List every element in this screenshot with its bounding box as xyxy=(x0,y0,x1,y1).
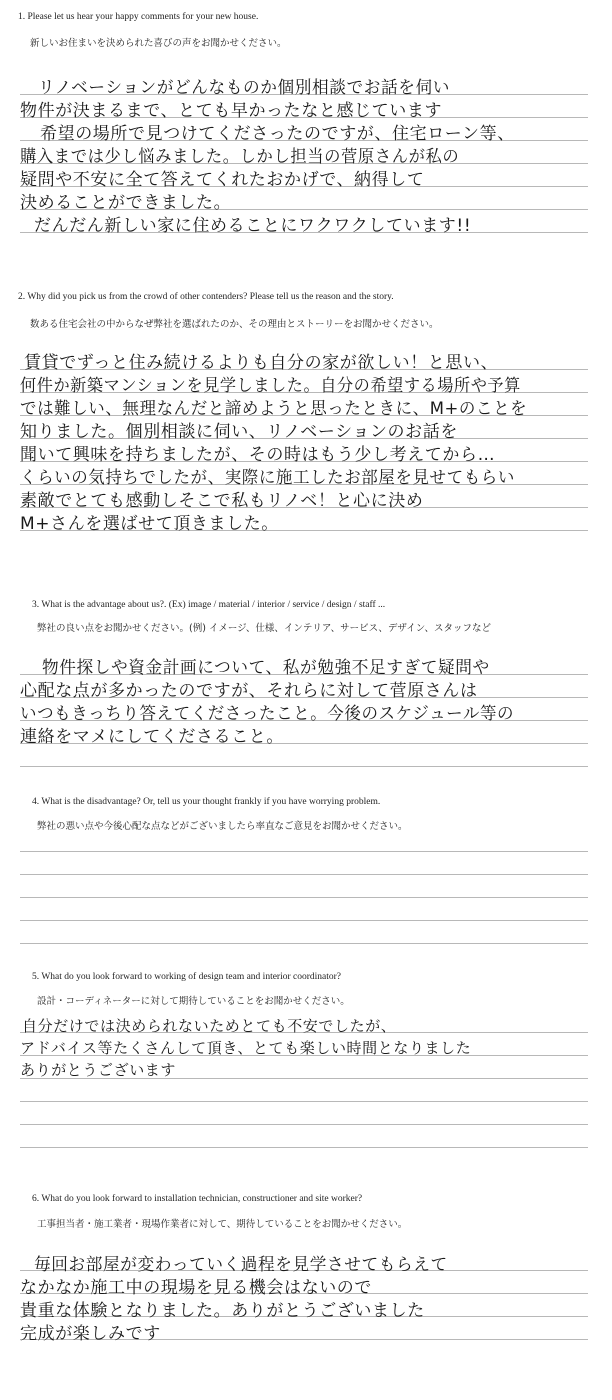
handwritten-answer-line: 疑問や不安に全て答えてくれたおかげで、納得して xyxy=(20,170,425,190)
handwritten-answer-line: いつもきっちり答えてくださったこと。今後のスケジュール等の xyxy=(20,704,515,724)
handwritten-answer-line: アドバイス等たくさんして頂き、とても楽しい時間となりました xyxy=(20,1039,472,1057)
handwritten-answer-line: 素敵でとても感動しそこで私もリノベ！と心に決め xyxy=(20,491,424,511)
ruled-line xyxy=(20,920,588,921)
handwritten-answer-line: 連絡をマメにしてくださること。 xyxy=(20,727,284,747)
handwritten-answer-line: 何件か新築マンションを見学しました。自分の希望する場所や予算 xyxy=(20,376,521,396)
handwritten-answer-line: 購入までは少し悩みました。しかし担当の菅原さんが私の xyxy=(20,147,460,167)
handwritten-answer-line: 心配な点が多かったのですが、それらに対して菅原さんは xyxy=(20,681,478,701)
handwritten-answer-line: なかなか施工中の現場を見る機会はないので xyxy=(20,1278,372,1298)
handwritten-answer-line: 聞いて興味を持ちましたが、その時はもう少し考えてから… xyxy=(20,445,496,465)
handwritten-answer-line: 毎回お部屋が変わっていく過程を見学させてもらえて xyxy=(34,1255,448,1275)
handwritten-answer-line: だんだん新しい家に住めることにワクワクしています!! xyxy=(34,216,472,236)
handwritten-answer-line: 完成が楽しみです xyxy=(20,1324,161,1344)
question-1-english: 1. Please let us hear your happy comments for your new house. xyxy=(18,12,259,22)
ruled-line xyxy=(20,943,588,944)
handwritten-answer-line: リノベーションがどんなものか個別相談でお話を伺い xyxy=(38,78,450,98)
ruled-line xyxy=(20,874,588,875)
handwritten-answer-line: 物件が決まるまで、とても早かったなと感じています xyxy=(20,101,443,121)
handwritten-answer-line: M+さんを選ばせて頂きました。 xyxy=(20,514,279,534)
ruled-line xyxy=(20,1147,588,1148)
ruled-line xyxy=(20,1124,588,1125)
handwritten-answer-line: 自分だけでは決められないためとても不安でしたが、 xyxy=(22,1017,397,1035)
handwritten-answer-line: では難しい、無理なんだと諦めようと思ったときに、M+のことを xyxy=(20,399,528,419)
ruled-line xyxy=(20,897,588,898)
ruled-line xyxy=(20,766,588,767)
question-3-english: 3. What is the advantage about us?. (Ex) image / material / interior / service / design / staff ... xyxy=(32,600,386,610)
ruled-line xyxy=(20,851,588,852)
question-1-japanese: 新しいお住まいを決められた喜びの声をお聞かせください。 xyxy=(30,38,287,49)
question-4-japanese: 弊社の悪い点や今後心配な点などがございましたら率直なご意見をお聞かせください。 xyxy=(37,821,408,832)
handwritten-answer-line: 知りました。個別相談に伺い、リノベーションのお話を xyxy=(20,422,458,442)
handwritten-answer-line: 物件探しや資金計画について、私が勉強不足すぎて疑問や xyxy=(42,658,490,678)
handwritten-answer-line: 賃貸でずっと住み続けるよりも自分の家が欲しい！と思い、 xyxy=(24,353,499,373)
question-2-english: 2. Why did you pick us from the crowd of other contenders? Please tell us the reason and the story. xyxy=(18,292,394,302)
handwritten-answer-line: ありがとうございます xyxy=(20,1061,177,1079)
question-2-japanese: 数ある住宅会社の中からなぜ弊社を選ばれたのか、その理由とストーリーをお聞かせください。 xyxy=(30,319,439,330)
handwritten-answer-line: 貴重な体験となりました。ありがとうございました xyxy=(20,1301,425,1321)
question-6-english: 6. What do you look forward to installation technician, constructioner and site worker? xyxy=(32,1194,363,1204)
handwritten-answer-line: 希望の場所で見つけてくださったのですが、住宅ローン等、 xyxy=(40,124,515,144)
question-5-japanese: 設計・コーディネーターに対して期待していることをお聞かせください。 xyxy=(37,996,350,1007)
question-3-japanese: 弊社の良い点をお聞かせください。(例) イメージ、仕様、インテリア、サービス、デザイン、スタッフなど xyxy=(37,623,491,634)
handwritten-answer-line: 決めることができました。 xyxy=(20,193,232,213)
handwritten-answer-line: くらいの気持ちでしたが、実際に施工したお部屋を見せてもらい xyxy=(20,468,515,488)
ruled-line xyxy=(20,1101,588,1102)
question-6-japanese: 工事担当者・施工業者・現場作業者に対して、期待していることをお聞かせください。 xyxy=(37,1219,408,1230)
question-4-english: 4. What is the disadvantage? Or, tell us your thought frankly if you have worrying problem. xyxy=(32,797,381,807)
question-5-english: 5. What do you look forward to working of design team and interior coordinator? xyxy=(32,972,342,982)
